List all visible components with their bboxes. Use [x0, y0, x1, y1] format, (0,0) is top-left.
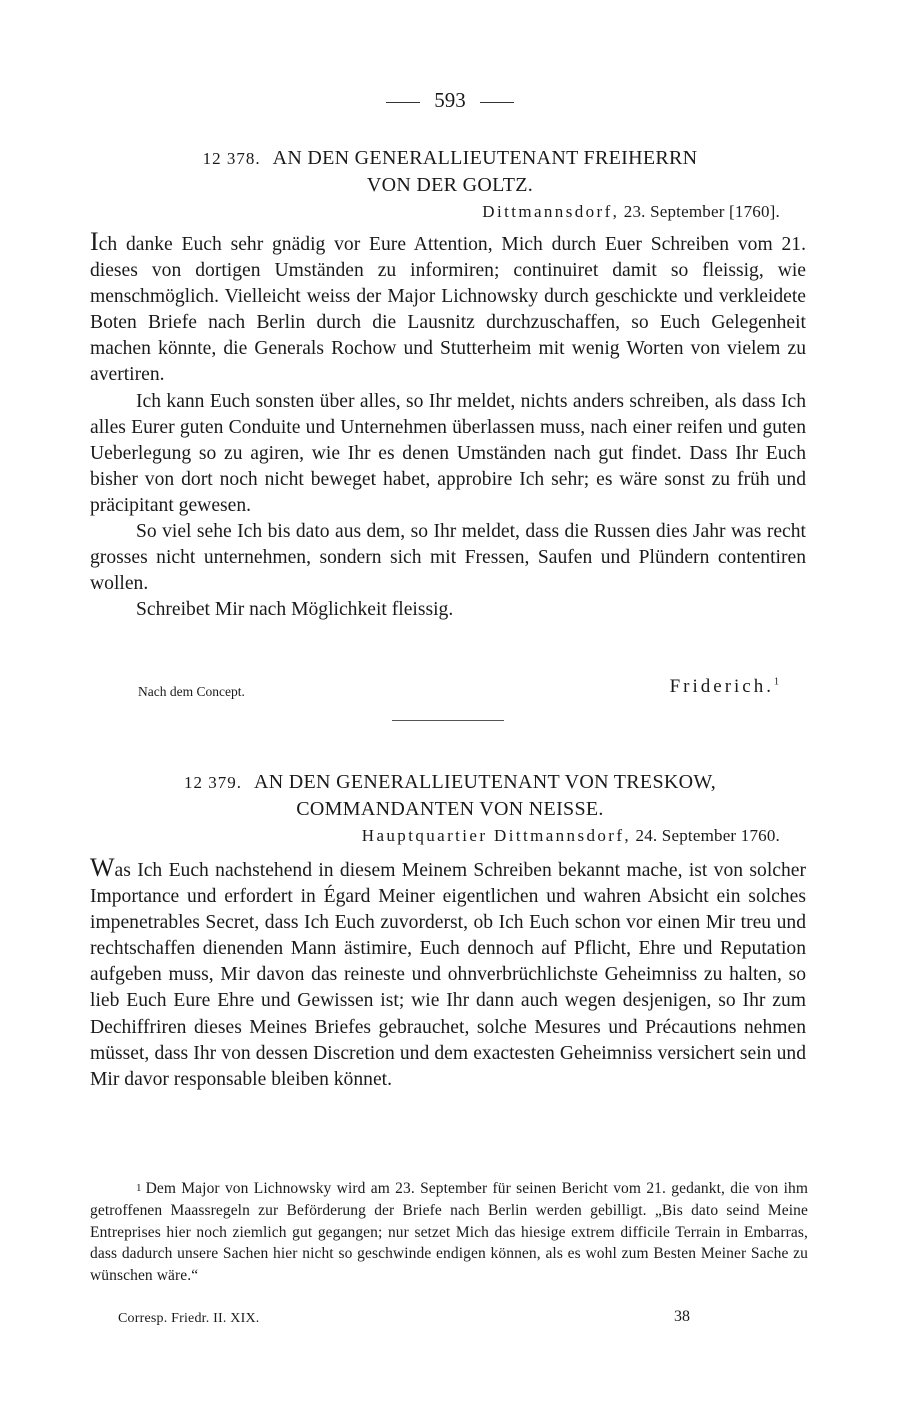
letter2-paragraph-1: Was Ich Euch nachstehend in diesem Meinem Schreiben bekannt mache, ist von solcher Importance und erfordert in Égard Meiner eigentlichen und wahren Absicht ein solches impenetrables Secret, dass Ich Euch zuvorderst, ob Ich Euch schon vor einen Mir treu und rechtschaffen dienenden Mann ästimire, Euch dennoch auf Pflicht, Ehre und Reputation aufgeben muss, Mir davon das reineste und ohnverbrüchlichste Geheimniss zu halten, so lieb Euch Eure Ehre und Gewissen ist; wie Ihr dann auch wegen desjenigen, so Ihr zum Dechiffriren dieses Meines Briefes gebrauchet, solche Mesures und Précautions nehmen müsset, dass Ihr von dessen Discretion und dem exactesten Geheimniss versichert sein und Mir davor responsable bleiben könnet. — [90, 853, 806, 1090]
letter1-place: Dittmannsdorf, — [482, 202, 620, 221]
letter1-title-line2: VON DER GOLTZ. — [366, 174, 534, 196]
page-number-dash-right — [480, 102, 514, 103]
letter2-number: 12 379. — [184, 773, 242, 792]
letter1-paragraph-4: Schreibet Mir nach Möglichkeit fleissig. — [136, 599, 454, 621]
letter2-place: Hauptquartier Dittmannsdorf, — [361, 826, 632, 845]
page-number-dash-left — [386, 102, 420, 103]
letter1-paragraph-3: So viel sehe Ich bis dato aus dem, so Ihr meldet, dass die Russen dies Jahr was recht grosses nicht unternehmen, sondern sich mit Fressen, Saufen und Plündern contentiren wollen. — [90, 521, 806, 595]
letter2-heading — [0, 769, 900, 822]
footnote-paragraph: 1 Dem Major von Lichnowsky wird am 23. September für seinen Bericht vom 21. gedankt, die von ihm getroffenen Maassregeln zur Beförderung der Briefe nach Berlin werden gebilligt. „Bis dato seind Meine Entreprises hier noch ziemlich gut gegangen; nur setzet Mich das hiesige extrem difficile Terrain in Embarras, dass dadurch unsere Sachen hier nicht so geschwinde endigen können, als es wohl zum Besten Meiner Sache zu wünschen wäre.“ — [90, 1180, 808, 1285]
page-number: 593 — [0, 88, 900, 113]
letter1-heading — [0, 145, 900, 198]
letter2-body — [90, 855, 806, 1093]
letter1-date: 23. September [1760]. — [623, 202, 780, 221]
letter2-title-line1: 12 379. AN DEN GENERALLIEUTENANT VON TRESKOW, — [184, 771, 716, 793]
letter2-title-line2: COMMANDANTEN VON NEISSE. — [296, 798, 604, 820]
letter1-dateline — [482, 202, 780, 222]
letter1-initial: I — [90, 227, 99, 256]
letter1-paragraph-2: Ich kann Euch sonsten über alles, so Ihr meldet, nichts anders schreiben, als dass Ich alles Eurer guten Conduite und Unternehmen überlassen muss, nach einer reifen und guten Ueberlegung so zu agiren, wie Ihr es denen Umständen nach gut findet. Dass Ihr Euch bisher von dort noch nicht beweget habet, approbire Ich sehr; es wäre sonst zu früh und präcipitant gewesen. — [90, 390, 806, 516]
letter2-dateline — [362, 826, 780, 846]
letter1-number: 12 378. — [202, 149, 261, 168]
letter1-title-line1: 12 378. AN DEN GENERALLIEUTENANT FREIHERRN — [202, 147, 698, 169]
footnote-mark: 1 — [136, 1182, 142, 1194]
letter1-paragraph-1: Ich danke Euch sehr gnädig vor Eure Attention, Mich durch Euer Schreiben vom 21. dieses von dortigen Umständen zu informiren; continuiret damit so fleissig, wie menschmöglich. Vielleicht weiss der Major Lichnowsky durch geschickte und verkleidete Boten Briefe nach Berlin durch die Lausnitz durchzuschaffen, so Euch Gelegenheit machen könnte, die Generals Rochow und Stutterheim mit wenig Worten von vielem zu avertiren. — [90, 227, 806, 386]
letter1-source-note: Nach dem Concept. — [138, 684, 245, 699]
letter1-body — [90, 229, 806, 623]
letter2-date: 24. September 1760. — [635, 826, 780, 845]
footnote — [90, 1178, 808, 1287]
letter2-initial: W — [90, 853, 115, 882]
letter1-signature: Friderich.$^1$ — [669, 676, 782, 697]
signature-footnote-mark: 1 — [774, 676, 782, 688]
section-divider — [392, 720, 504, 721]
footer-volume: Corresp. Friedr. II. XIX. — [118, 1311, 260, 1326]
footer-signature-mark: 38 — [674, 1308, 690, 1325]
